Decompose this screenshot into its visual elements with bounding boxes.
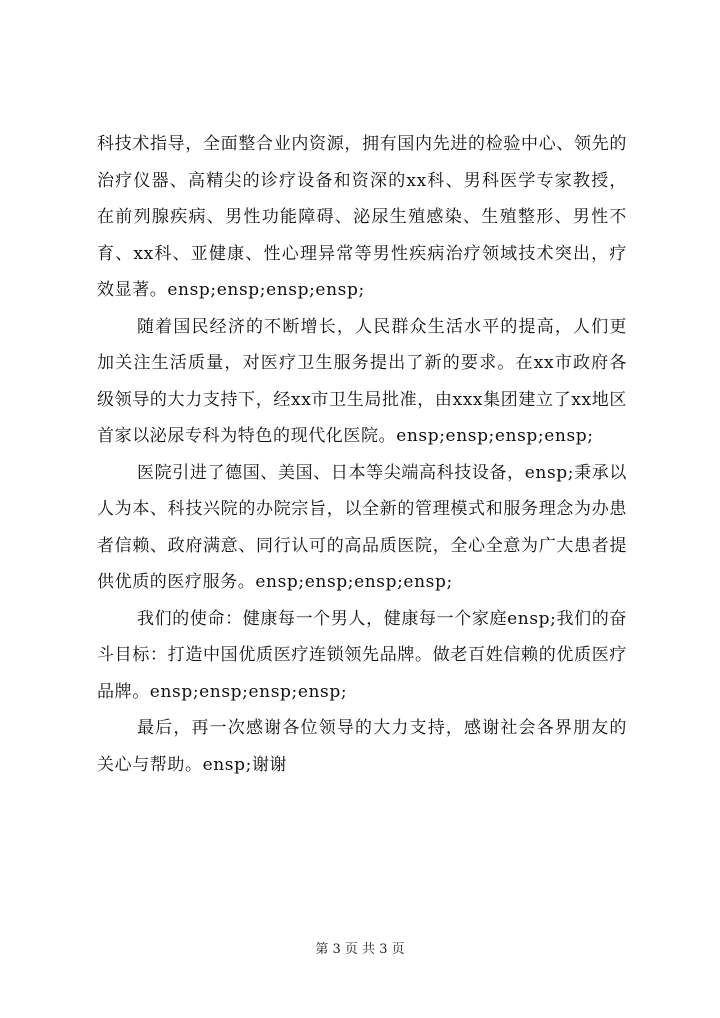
paragraph-2: 随着国民经济的不断增长，人民群众生活水平的提高，人们更加关注生活质量，对医疗卫生服务提出了新的要求。在xx市政府各级领导的大力支持下，经xx市卫生局批准，由xxx集团建立了xx地区首家以泌尿专科为特色的现代化医院。ensp;ensp;ensp;ensp; <box>97 316 627 446</box>
document-body <box>97 126 627 783</box>
paragraph-1: 科技术指导，全面整合业内资源，拥有国内先进的检验中心、领先的治疗仪器、高精尖的诊疗设备和资深的xx科、男科医学专家教授，在前列腺疾病、男性功能障碍、泌尿生殖感染、生殖整形、男性不育、xx科、亚健康、性心理异常等男性疾病治疗领域技术突出，疗效显著。ensp;ensp;ensp;ensp; <box>97 134 627 300</box>
page-footer: 第 3 页 共 3 页 <box>315 942 405 957</box>
paragraph-5: 最后，再一次感谢各位领导的大力支持，感谢社会各界朋友的关心与帮助。ensp;谢谢 <box>97 718 627 775</box>
paragraph-3: 医院引进了德国、美国、日本等尖端高科技设备，ensp;秉承以人为本、科技兴院的办院宗旨，以全新的管理模式和服务理念为办患者信赖、政府满意、同行认可的高品质医院，全心全意为广大患者提供优质的医疗服务。ensp;ensp;ensp;ensp; <box>97 462 627 592</box>
paragraph-4: 我们的使命：健康每一个男人，健康每一个家庭ensp;我们的奋斗目标：打造中国优质医疗连锁领先品牌。做老百姓信赖的优质医疗品牌。ensp;ensp;ensp;ensp; <box>97 608 627 702</box>
